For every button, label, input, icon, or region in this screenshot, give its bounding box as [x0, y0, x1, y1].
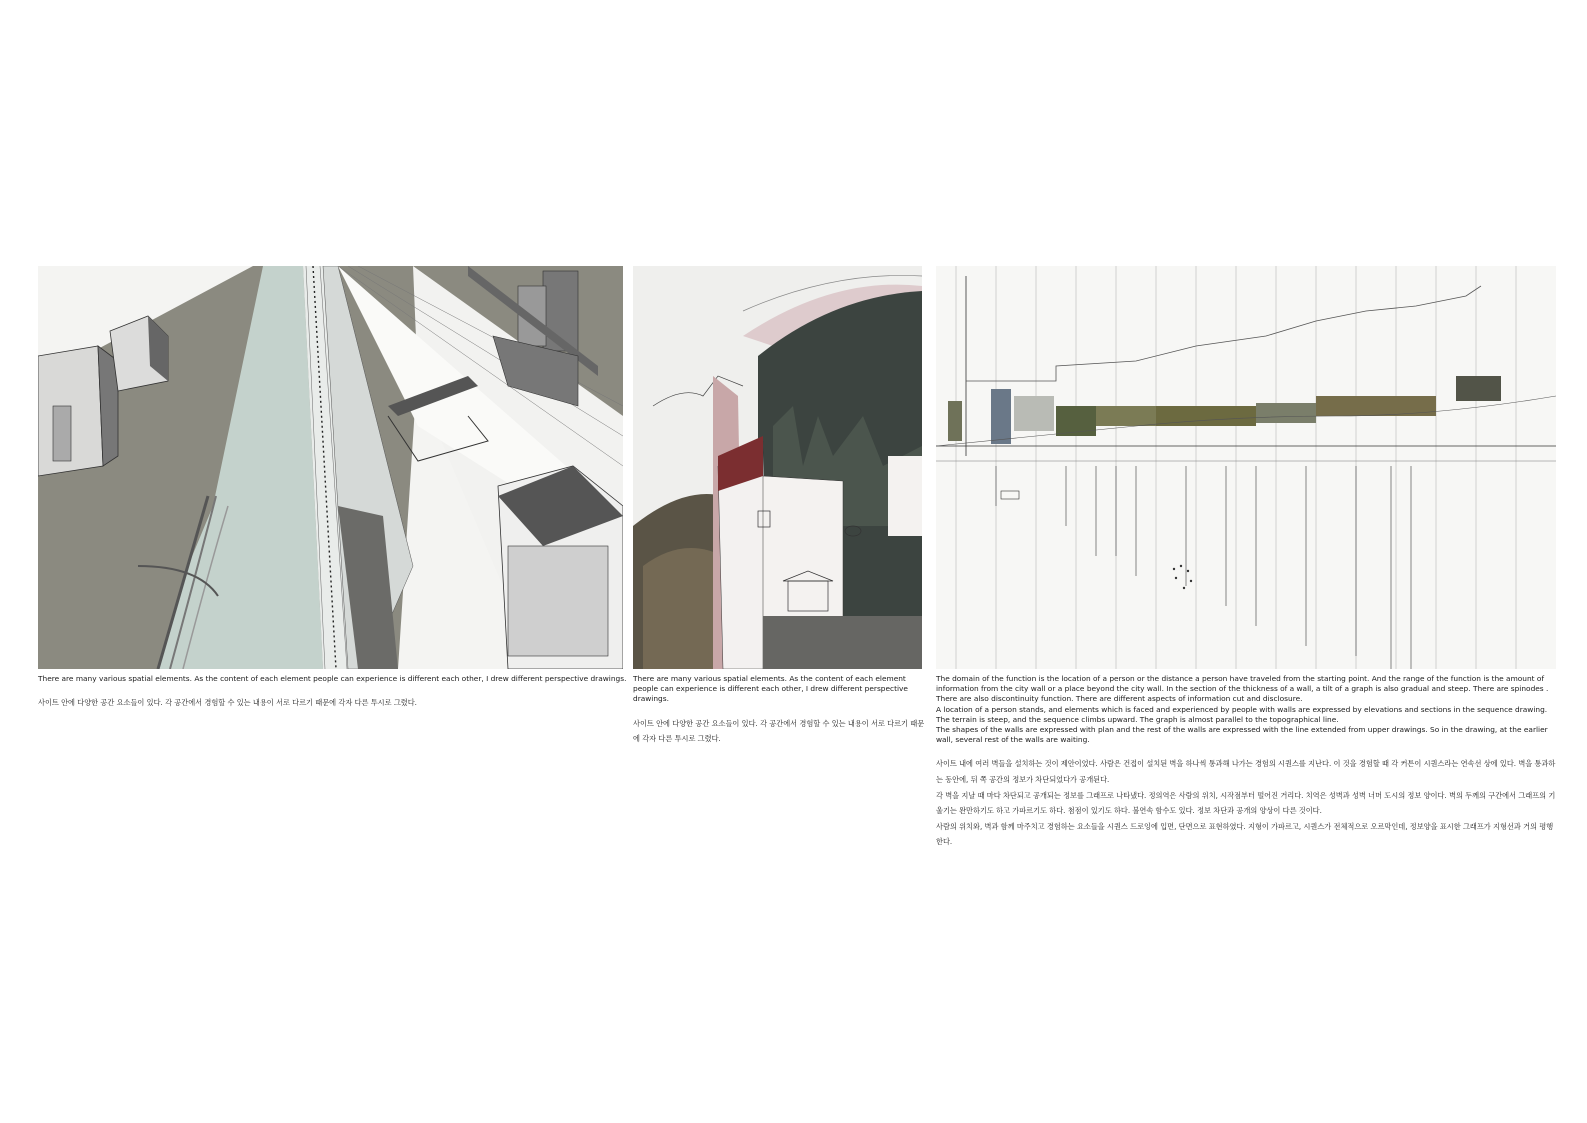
perspective-caption-ko: 사이트 안에 다양한 공간 요소들이 있다. 각 공간에서 경험할 수 있는 내용이 서로 다르기 때문에 각자 다른 투시로 그렸다.	[38, 698, 417, 708]
sequence-caption-ko-2: 각 벽을 지날 때 마다 차단되고 공개되는 정보를 그래프로 나타냈다. 정의역은 사람의 위치, 시작점부터 떨어진 거리다. 치역은 성벽과 성벽 너머 도시의 정보 양이다. 벽의 두께의 구간에서 그래프의 기울기는 완만하기도 하고 가파르기도 하다. 첨점이 있기도 하다. 불연속 함수도 있다. 정보 차단과 공개의 양상이 다른 것이다.	[936, 790, 1556, 816]
perspective-drawing	[38, 266, 623, 669]
sequence-caption-en-1: The domain of the function is the location of a person or the distance a person have traveled from the starting point. And the range of the function is the amount of information from the city wall or a place beyond the city wall. In the section of the thickness of a wall, a tilt of a graph is also gradual and steep. There are spinodes . There are also discontinuity function. There are different aspects of information cut and disclosure.	[936, 674, 1549, 704]
sequence-caption-ko-3: 사람의 위치와, 벽과 함께 마주치고 경험하는 요소들을 시퀀스 드로잉에 입면, 단면으로 표현하였다. 지형이 가파르고, 시퀀스가 전체적으로 오르막인데, 정보양을 표시한 그래프가 지형선과 거의 평행한다.	[936, 821, 1554, 847]
collage-drawing	[633, 266, 922, 669]
sequence-caption-en-2: A location of a person stands, and elements which is faced and experienced by people with walls are expressed by elevations and sections in the sequence drawing. The terrain is steep, and the sequence climbs upward. The graph is almost parallel to the topographical line.	[936, 704, 1548, 724]
collage-caption	[633, 674, 925, 747]
sequence-caption	[936, 674, 1556, 850]
sequence-caption-ko-1: 사이트 내에 여러 벽들을 설치하는 것이 제안이었다. 사람은 건접이 설치된 벽을 하나씩 통과해 나가는 경험의 시퀀스를 지난다. 이 것을 경험할 때 각 커튼이 시퀀스라는 연속선 상에 있다. 벽을 통과하는 동안에, 뒤 쪽 공간의 정보가 차단되었다가 공개된다.	[936, 759, 1556, 785]
sequence-drawing	[936, 266, 1556, 669]
perspective-caption-en: There are many various spatial elements. As the content of each element people can experience is different each other, I drew different perspective drawings.	[38, 674, 627, 683]
collage-caption-ko: 사이트 안에 다양한 공간 요소들이 있다. 각 공간에서 경험할 수 있는 내용이 서로 다르기 때문에 각자 다른 투시로 그렸다.	[633, 718, 925, 744]
perspective-caption	[38, 674, 628, 711]
sequence-caption-en-3: The shapes of the walls are expressed with plan and the rest of the walls are expressed with the line extended from upper drawings. So in the drawing, at the earlier wall, several rest of the walls are waiting.	[936, 725, 1548, 745]
collage-caption-en: There are many various spatial elements. As the content of each element people can experience is different each other, I drew different perspective drawings.	[633, 674, 908, 704]
